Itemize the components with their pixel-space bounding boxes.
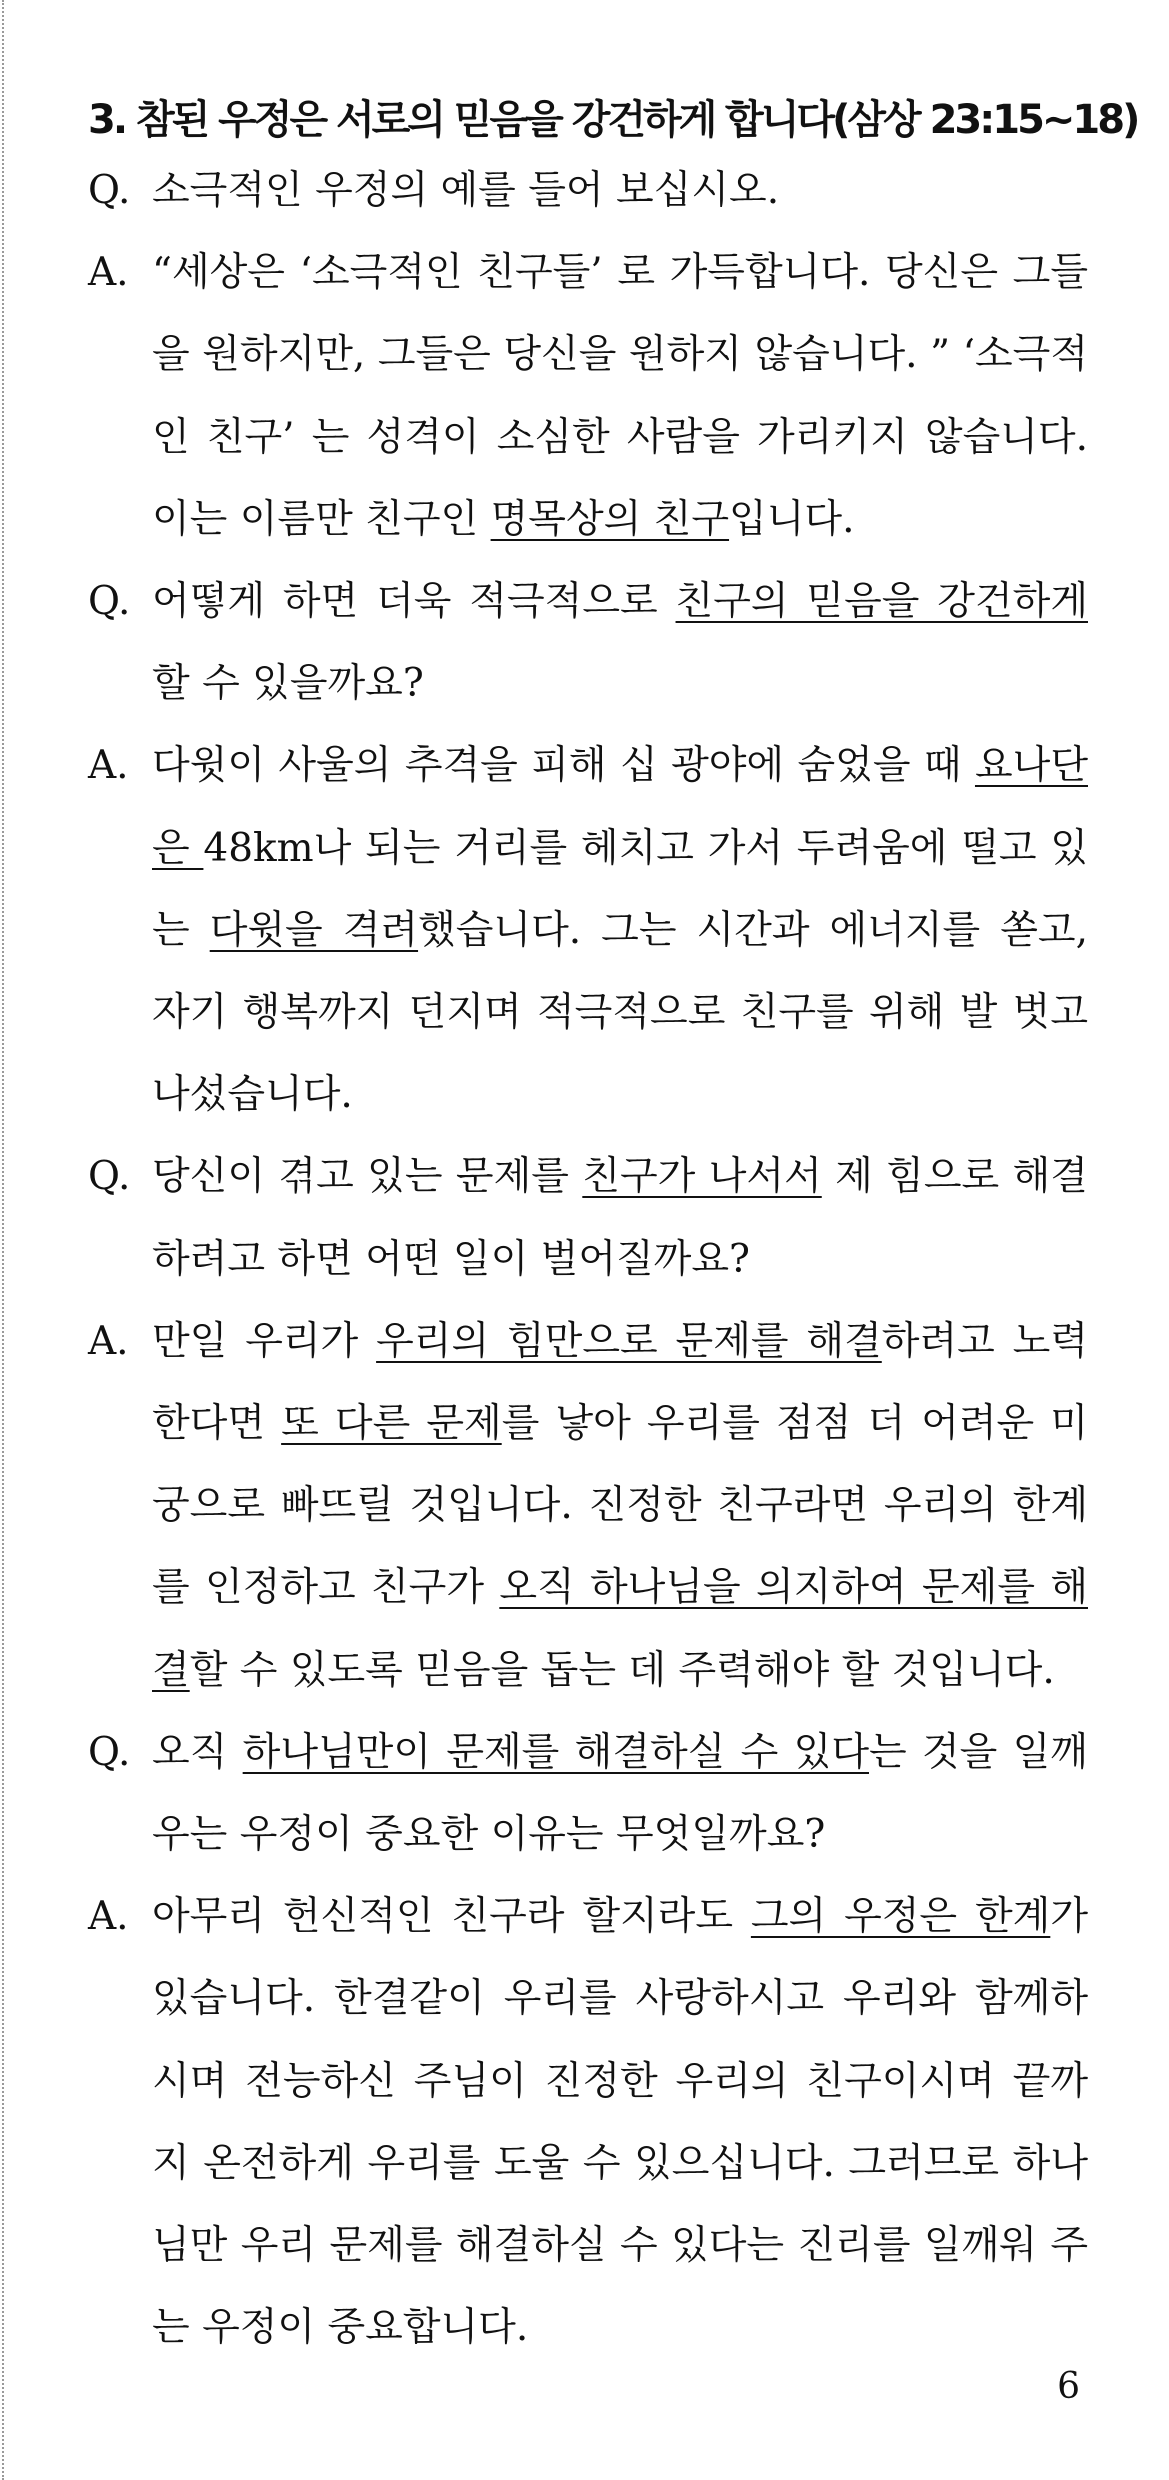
- underlined-phrase: 친구가 나서서: [582, 1154, 822, 1200]
- underlined-phrase: 오직 하나님을 의지하여 문제를 해결: [152, 1565, 1088, 1693]
- question-text: [152, 168, 779, 213]
- text-segment: 는 것을 일깨우는 우정이 중요한 이유는 무엇일까요?: [152, 1729, 1088, 1858]
- answer-marker: A.: [88, 1318, 129, 1364]
- underlined-phrase: 요나단은: [152, 743, 1088, 871]
- answer-text: [152, 1319, 1088, 1693]
- text-segment: 하려고 노력한다면: [152, 1318, 1088, 1447]
- text-segment: 했습니다. 그는 시간과 에너지를 쏟고, 자기 행복까지 던지며 적극적으로 친구를 위해 발 벗고 나섰습니다.: [152, 907, 1088, 1118]
- underlined-phrase: 친구의 믿음을 강건하게: [675, 579, 1088, 625]
- answer-item: [88, 1876, 1088, 2369]
- question-marker: Q.: [88, 1729, 131, 1775]
- underlined-phrase: 명목상의 친구: [490, 496, 730, 542]
- answer-marker: A.: [88, 250, 129, 296]
- text-segment: 당신이 겪고 있는 문제를: [152, 1154, 583, 1200]
- question-marker: Q.: [88, 1154, 131, 1200]
- text-segment: 할 수 있을까요?: [152, 661, 424, 707]
- question-text: [152, 579, 1088, 706]
- answer-text: [152, 743, 1088, 1117]
- text-segment: “세상은 ‘소극적인 친구들’ 로 가득합니다. 당신은 그들을 원하지만, 그들은 당신을 원하지 않습니다. ” ‘소극적인 친구’ 는 성격이 소심한 사람을 가리키지 않습니다. 이는 이름만 친구인: [152, 250, 1088, 542]
- section-title: 3. 참된 우정은 서로의 믿음을 강건하게 합니다(삼상 23:15~18): [88, 97, 1138, 143]
- page-number: 6: [1057, 2366, 1080, 2407]
- answer-marker: A.: [88, 743, 129, 789]
- text-segment: 할 수 있도록 믿음을 돕는 데 주력해야 할 것입니다.: [189, 1647, 1055, 1693]
- text-segment: 어떻게 하면 더욱 적극적으로: [152, 579, 676, 625]
- question-item: [88, 150, 1088, 232]
- question-text: [152, 1730, 1088, 1857]
- page-left-dotted-border: [2, 0, 4, 2480]
- underlined-phrase: 우리의 힘만으로 문제를 해결: [376, 1318, 882, 1364]
- underlined-phrase: 하나님만이 문제를 해결하실 수 있다: [242, 1729, 869, 1775]
- text-segment: 제 힘으로 해결하려고 하면 어떤 일이 벌어질까요?: [152, 1154, 1088, 1282]
- answer-text: [152, 1894, 1088, 2350]
- text-segment: 를 낳아 우리를 점점 더 어려운 미궁으로 빠뜨릴 것입니다. 진정한 친구라면 우리의 한계를 인정하고 친구가: [152, 1401, 1088, 1611]
- underlined-phrase: 또 다른 문제: [281, 1401, 502, 1447]
- question-item: [88, 1136, 1088, 1300]
- text-segment: 만일 우리가: [152, 1318, 377, 1364]
- qa-list: [88, 150, 1088, 2369]
- text-segment: 입니다.: [729, 496, 855, 542]
- question-item: [88, 561, 1088, 725]
- question-marker: Q.: [88, 579, 131, 625]
- text-segment: 오직: [152, 1729, 243, 1775]
- question-item: [88, 1712, 1088, 1876]
- answer-item: [88, 725, 1088, 1136]
- text-segment: 가 있습니다. 한결같이 우리를 사랑하시고 우리와 함께하시며 전능하신 주님이 진정한 우리의 친구이시며 끝까지 온전하게 우리를 도울 수 있으십니다. 그러므로 하나님만 우리 문제를 해결하실 수 있다는 진리를 일깨워 주는 우정이 중요합니다.: [152, 1894, 1088, 2351]
- question-marker: Q.: [88, 168, 131, 213]
- text-segment: 아무리 헌신적인 친구라 할지라도: [152, 1894, 751, 1940]
- text-segment: 다윗이 사울의 추격을 피해 십 광야에 숨었을 때: [152, 743, 975, 789]
- answer-item: [88, 232, 1088, 561]
- underlined-phrase: 다윗을 격려: [209, 907, 419, 953]
- answer-text: [152, 250, 1088, 542]
- underlined-phrase: 그의 우정은 한계: [750, 1894, 1051, 1940]
- answer-item: [88, 1301, 1088, 1712]
- answer-marker: A.: [88, 1894, 129, 1940]
- question-text: [152, 1154, 1088, 1281]
- text-segment: 48km나 되는 거리를 헤치고 가서 두려움에 떨고 있는: [152, 825, 1088, 953]
- text-segment: 소극적인 우정의 예를 들어 보십시오.: [152, 168, 780, 213]
